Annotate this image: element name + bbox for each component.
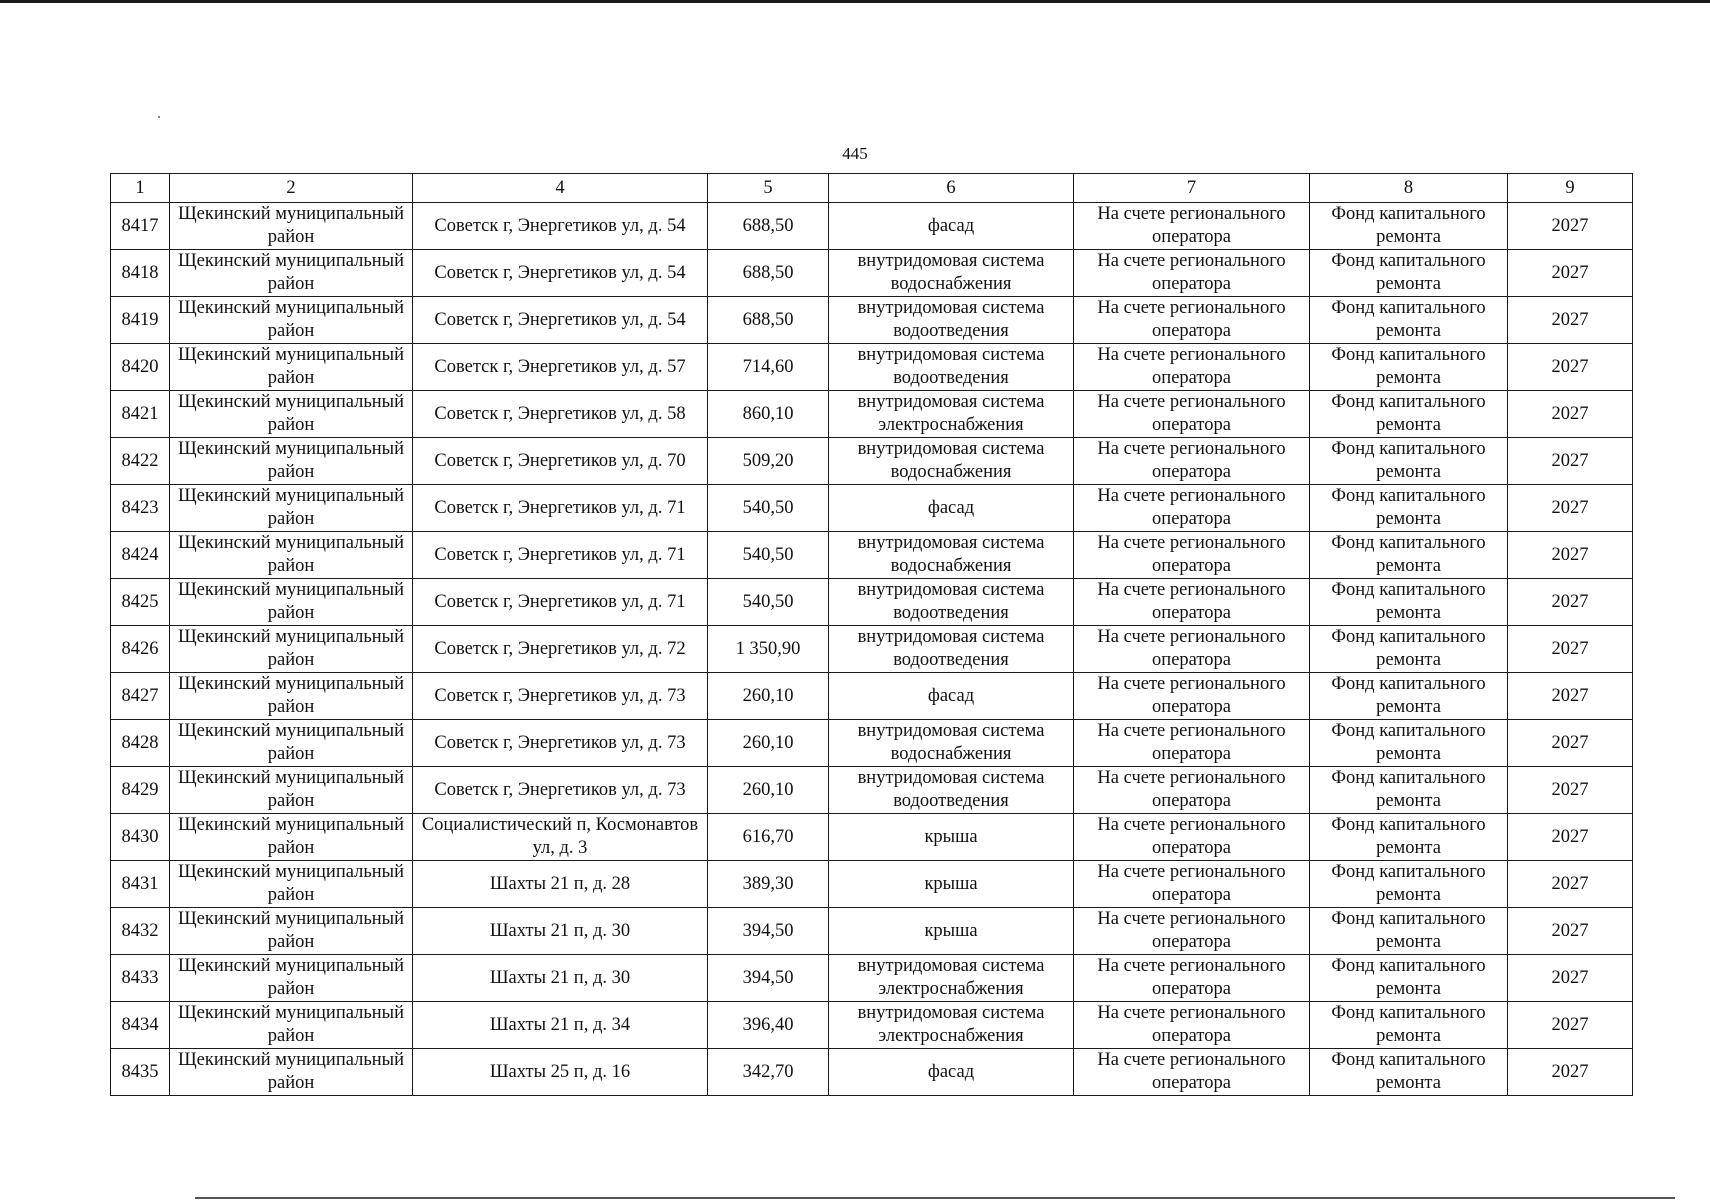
table-row <box>111 626 1633 673</box>
account-cell: На счете регионального оператора <box>1074 814 1310 861</box>
funding-source-cell: Фонд капитального ремонта <box>1310 250 1508 297</box>
row-number-cell: 8430 <box>111 814 170 861</box>
area-cell: 396,40 <box>708 1002 829 1049</box>
account-cell: На счете регионального оператора <box>1074 203 1310 250</box>
address-cell: Советск г, Энергетиков ул, д. 73 <box>413 673 708 720</box>
year-cell: 2027 <box>1508 532 1633 579</box>
address-cell: Шахты 21 п, д. 28 <box>413 861 708 908</box>
account-cell: На счете регионального оператора <box>1074 532 1310 579</box>
row-number-cell: 8429 <box>111 767 170 814</box>
row-number-cell: 8423 <box>111 485 170 532</box>
funding-source-cell: Фонд капитального ремонта <box>1310 673 1508 720</box>
row-number-cell: 8432 <box>111 908 170 955</box>
area-cell: 688,50 <box>708 203 829 250</box>
address-cell: Советск г, Энергетиков ул, д. 58 <box>413 391 708 438</box>
work-type-cell: внутридомовая система электроснабжения <box>829 1002 1074 1049</box>
header-cell: 8 <box>1310 174 1508 203</box>
account-cell: На счете регионального оператора <box>1074 908 1310 955</box>
table-row <box>111 297 1633 344</box>
address-cell: Шахты 21 п, д. 30 <box>413 908 708 955</box>
year-cell: 2027 <box>1508 297 1633 344</box>
year-cell: 2027 <box>1508 720 1633 767</box>
area-cell: 1 350,90 <box>708 626 829 673</box>
table-row <box>111 955 1633 1002</box>
area-cell: 540,50 <box>708 579 829 626</box>
row-number-cell: 8431 <box>111 861 170 908</box>
table-row <box>111 203 1633 250</box>
area-cell: 389,30 <box>708 861 829 908</box>
address-cell: Шахты 25 п, д. 16 <box>413 1049 708 1096</box>
year-cell: 2027 <box>1508 391 1633 438</box>
address-cell: Советск г, Энергетиков ул, д. 54 <box>413 250 708 297</box>
account-cell: На счете регионального оператора <box>1074 250 1310 297</box>
district-cell: Щекинский муниципальный район <box>170 297 413 344</box>
work-type-cell: внутридомовая система водоотведения <box>829 626 1074 673</box>
year-cell: 2027 <box>1508 203 1633 250</box>
work-type-cell: внутридомовая система водоотведения <box>829 297 1074 344</box>
area-cell: 860,10 <box>708 391 829 438</box>
area-cell: 509,20 <box>708 438 829 485</box>
work-type-cell: внутридомовая система водоснабжения <box>829 720 1074 767</box>
table-row <box>111 485 1633 532</box>
page-number: 445 <box>842 144 868 163</box>
table-row <box>111 673 1633 720</box>
row-number-cell: 8434 <box>111 1002 170 1049</box>
address-cell: Советск г, Энергетиков ул, д. 70 <box>413 438 708 485</box>
funding-source-cell: Фонд капитального ремонта <box>1310 626 1508 673</box>
address-cell: Советск г, Энергетиков ул, д. 71 <box>413 579 708 626</box>
table-row <box>111 391 1633 438</box>
address-cell: Советск г, Энергетиков ул, д. 57 <box>413 344 708 391</box>
row-number-cell: 8419 <box>111 297 170 344</box>
account-cell: На счете регионального оператора <box>1074 955 1310 1002</box>
account-cell: На счете регионального оператора <box>1074 391 1310 438</box>
row-number-cell: 8421 <box>111 391 170 438</box>
row-number-cell: 8424 <box>111 532 170 579</box>
row-number-cell: 8435 <box>111 1049 170 1096</box>
header-cell: 9 <box>1508 174 1633 203</box>
address-cell: Шахты 21 п, д. 34 <box>413 1002 708 1049</box>
area-cell: 394,50 <box>708 908 829 955</box>
district-cell: Щекинский муниципальный район <box>170 344 413 391</box>
area-cell: 616,70 <box>708 814 829 861</box>
funding-source-cell: Фонд капитального ремонта <box>1310 814 1508 861</box>
table-row <box>111 767 1633 814</box>
account-cell: На счете регионального оператора <box>1074 673 1310 720</box>
year-cell: 2027 <box>1508 344 1633 391</box>
table-row <box>111 814 1633 861</box>
year-cell: 2027 <box>1508 814 1633 861</box>
funding-source-cell: Фонд капитального ремонта <box>1310 438 1508 485</box>
area-cell: 342,70 <box>708 1049 829 1096</box>
district-cell: Щекинский муниципальный район <box>170 767 413 814</box>
address-cell: Советск г, Энергетиков ул, д. 54 <box>413 203 708 250</box>
row-number-cell: 8417 <box>111 203 170 250</box>
table-row <box>111 1002 1633 1049</box>
table-row <box>111 861 1633 908</box>
address-cell: Советск г, Энергетиков ул, д. 73 <box>413 767 708 814</box>
work-type-cell: внутридомовая система водоотведения <box>829 344 1074 391</box>
work-type-cell: внутридомовая система электроснабжения <box>829 955 1074 1002</box>
funding-source-cell: Фонд капитального ремонта <box>1310 579 1508 626</box>
address-cell: Социалистический п, Космонавтов ул, д. 3 <box>413 814 708 861</box>
district-cell: Щекинский муниципальный район <box>170 1049 413 1096</box>
district-cell: Щекинский муниципальный район <box>170 814 413 861</box>
row-number-cell: 8418 <box>111 250 170 297</box>
work-type-cell: крыша <box>829 908 1074 955</box>
year-cell: 2027 <box>1508 908 1633 955</box>
district-cell: Щекинский муниципальный район <box>170 203 413 250</box>
work-type-cell: внутридомовая система водоотведения <box>829 767 1074 814</box>
table-row <box>111 532 1633 579</box>
account-cell: На счете регионального оператора <box>1074 485 1310 532</box>
header-cell: 1 <box>111 174 170 203</box>
table-row <box>111 720 1633 767</box>
district-cell: Щекинский муниципальный район <box>170 391 413 438</box>
area-cell: 394,50 <box>708 955 829 1002</box>
work-type-cell: фасад <box>829 673 1074 720</box>
funding-source-cell: Фонд капитального ремонта <box>1310 1002 1508 1049</box>
year-cell: 2027 <box>1508 861 1633 908</box>
year-cell: 2027 <box>1508 579 1633 626</box>
year-cell: 2027 <box>1508 1049 1633 1096</box>
funding-source-cell: Фонд капитального ремонта <box>1310 203 1508 250</box>
funding-source-cell: Фонд капитального ремонта <box>1310 1049 1508 1096</box>
work-type-cell: фасад <box>829 203 1074 250</box>
account-cell: На счете регионального оператора <box>1074 626 1310 673</box>
funding-source-cell: Фонд капитального ремонта <box>1310 485 1508 532</box>
header-row <box>111 174 1633 203</box>
account-cell: На счете регионального оператора <box>1074 344 1310 391</box>
address-cell: Советск г, Энергетиков ул, д. 71 <box>413 532 708 579</box>
header-cell: 4 <box>413 174 708 203</box>
account-cell: На счете регионального оператора <box>1074 297 1310 344</box>
table-row <box>111 579 1633 626</box>
address-cell: Советск г, Энергетиков ул, д. 71 <box>413 485 708 532</box>
header-cell: 5 <box>708 174 829 203</box>
district-cell: Щекинский муниципальный район <box>170 485 413 532</box>
funding-source-cell: Фонд капитального ремонта <box>1310 955 1508 1002</box>
area-cell: 688,50 <box>708 297 829 344</box>
table-row <box>111 250 1633 297</box>
table-body <box>111 203 1633 1096</box>
account-cell: На счете регионального оператора <box>1074 438 1310 485</box>
header-cell: 6 <box>829 174 1074 203</box>
funding-source-cell: Фонд капитального ремонта <box>1310 861 1508 908</box>
account-cell: На счете регионального оператора <box>1074 1049 1310 1096</box>
district-cell: Щекинский муниципальный район <box>170 532 413 579</box>
funding-source-cell: Фонд капитального ремонта <box>1310 532 1508 579</box>
area-cell: 260,10 <box>708 720 829 767</box>
district-cell: Щекинский муниципальный район <box>170 626 413 673</box>
district-cell: Щекинский муниципальный район <box>170 720 413 767</box>
year-cell: 2027 <box>1508 250 1633 297</box>
district-cell: Щекинский муниципальный район <box>170 438 413 485</box>
address-cell: Советск г, Энергетиков ул, д. 54 <box>413 297 708 344</box>
work-type-cell: внутридомовая система водоснабжения <box>829 532 1074 579</box>
account-cell: На счете регионального оператора <box>1074 861 1310 908</box>
district-cell: Щекинский муниципальный район <box>170 1002 413 1049</box>
row-number-cell: 8425 <box>111 579 170 626</box>
header-cell: 7 <box>1074 174 1310 203</box>
work-type-cell: фасад <box>829 485 1074 532</box>
address-cell: Советск г, Энергетиков ул, д. 72 <box>413 626 708 673</box>
account-cell: На счете регионального оператора <box>1074 720 1310 767</box>
year-cell: 2027 <box>1508 485 1633 532</box>
area-cell: 714,60 <box>708 344 829 391</box>
funding-source-cell: Фонд капитального ремонта <box>1310 720 1508 767</box>
district-cell: Щекинский муниципальный район <box>170 250 413 297</box>
table-row <box>111 438 1633 485</box>
funding-source-cell: Фонд капитального ремонта <box>1310 344 1508 391</box>
year-cell: 2027 <box>1508 673 1633 720</box>
district-cell: Щекинский муниципальный район <box>170 861 413 908</box>
scan-border-top <box>0 0 1710 3</box>
work-type-cell: внутридомовая система водоснабжения <box>829 250 1074 297</box>
work-type-cell: внутридомовая система водоснабжения <box>829 438 1074 485</box>
year-cell: 2027 <box>1508 767 1633 814</box>
work-type-cell: крыша <box>829 814 1074 861</box>
row-number-cell: 8433 <box>111 955 170 1002</box>
area-cell: 260,10 <box>708 767 829 814</box>
area-cell: 540,50 <box>708 532 829 579</box>
year-cell: 2027 <box>1508 955 1633 1002</box>
row-number-cell: 8426 <box>111 626 170 673</box>
district-cell: Щекинский муниципальный район <box>170 908 413 955</box>
area-cell: 540,50 <box>708 485 829 532</box>
work-type-cell: внутридомовая система водоотведения <box>829 579 1074 626</box>
area-cell: 260,10 <box>708 673 829 720</box>
row-number-cell: 8427 <box>111 673 170 720</box>
row-number-cell: 8422 <box>111 438 170 485</box>
funding-source-cell: Фонд капитального ремонта <box>1310 767 1508 814</box>
table-row <box>111 908 1633 955</box>
work-type-cell: фасад <box>829 1049 1074 1096</box>
scan-speck <box>158 116 160 118</box>
area-cell: 688,50 <box>708 250 829 297</box>
funding-source-cell: Фонд капитального ремонта <box>1310 908 1508 955</box>
account-cell: На счете регионального оператора <box>1074 767 1310 814</box>
table-row <box>111 344 1633 391</box>
work-type-cell: крыша <box>829 861 1074 908</box>
year-cell: 2027 <box>1508 438 1633 485</box>
district-cell: Щекинский муниципальный район <box>170 955 413 1002</box>
account-cell: На счете регионального оператора <box>1074 579 1310 626</box>
address-cell: Шахты 21 п, д. 30 <box>413 955 708 1002</box>
header-cell: 2 <box>170 174 413 203</box>
work-type-cell: внутридомовая система электроснабжения <box>829 391 1074 438</box>
address-cell: Советск г, Энергетиков ул, д. 73 <box>413 720 708 767</box>
capital-repair-table <box>110 173 1633 1096</box>
funding-source-cell: Фонд капитального ремонта <box>1310 391 1508 438</box>
account-cell: На счете регионального оператора <box>1074 1002 1310 1049</box>
table-row <box>111 1049 1633 1096</box>
year-cell: 2027 <box>1508 626 1633 673</box>
row-number-cell: 8428 <box>111 720 170 767</box>
row-number-cell: 8420 <box>111 344 170 391</box>
district-cell: Щекинский муниципальный район <box>170 579 413 626</box>
year-cell: 2027 <box>1508 1002 1633 1049</box>
scan-border-bottom <box>195 1197 1675 1199</box>
funding-source-cell: Фонд капитального ремонта <box>1310 297 1508 344</box>
district-cell: Щекинский муниципальный район <box>170 673 413 720</box>
